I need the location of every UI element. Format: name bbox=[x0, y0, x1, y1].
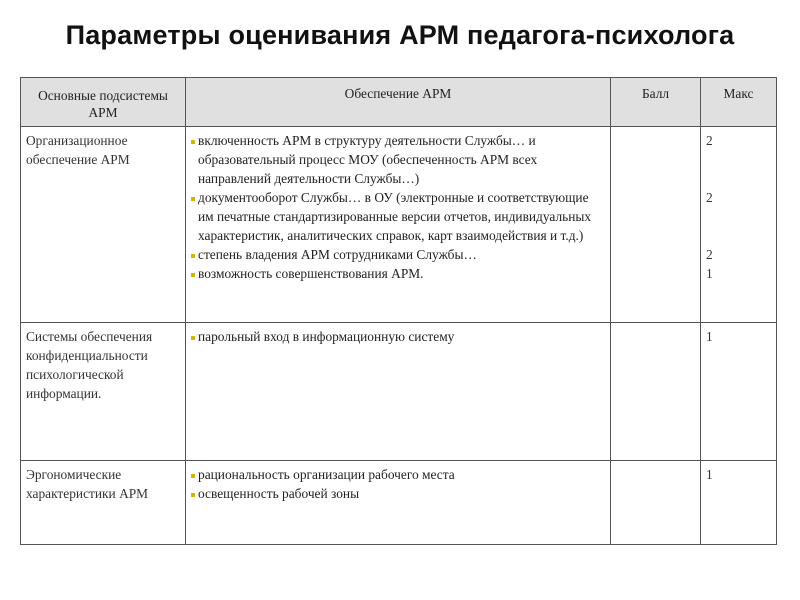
subsystem-cell: Системы обеспечения конфиденциальности психологической информации. bbox=[21, 323, 186, 461]
header-provision: Обеспечение АРМ bbox=[186, 78, 611, 127]
score-cell bbox=[611, 323, 701, 461]
bullet-icon bbox=[191, 273, 195, 277]
list-item bbox=[191, 264, 605, 283]
table-row bbox=[21, 127, 777, 323]
list-item bbox=[191, 484, 605, 503]
max-value: 1 bbox=[706, 266, 713, 281]
list-item bbox=[191, 245, 605, 264]
table-row bbox=[21, 323, 777, 461]
max-value: 2 bbox=[706, 247, 713, 262]
header-subsystems: Основные подсистемы АРМ bbox=[21, 78, 186, 127]
score-cell bbox=[611, 461, 701, 545]
list-item-text: включенность АРМ в структуру деятельности Службы… и образовательный процесс МОУ (обеспеченность АРМ всех направлений деятельности Службы…) bbox=[198, 133, 538, 186]
provision-cell bbox=[186, 461, 611, 545]
max-cell bbox=[701, 461, 777, 545]
max-value: 2 bbox=[706, 190, 713, 205]
subsystem-cell: Организационное обеспечение АРМ bbox=[21, 127, 186, 323]
list-item-text: освещенность рабочей зоны bbox=[198, 486, 360, 501]
bullet-icon bbox=[191, 254, 195, 258]
list-item-text: степень владения АРМ сотрудниками Службы… bbox=[198, 247, 477, 262]
provision-cell bbox=[186, 127, 611, 323]
list-item-text: рациональность организации рабочего места bbox=[198, 467, 455, 482]
list-item bbox=[191, 327, 605, 346]
bullet-icon bbox=[191, 140, 195, 144]
list-item-text: документооборот Службы… в ОУ (электронные и соответствующие им печатные стандартизированные версии отчетов, индивидуальных характеристик, аналитических справок, карт взаимодействия и т.д.) bbox=[198, 190, 592, 243]
bullet-icon bbox=[191, 197, 195, 201]
table-row bbox=[21, 461, 777, 545]
header-row bbox=[21, 78, 777, 127]
list-item bbox=[191, 188, 605, 245]
bullet-icon bbox=[191, 493, 195, 497]
header-max: Макс bbox=[701, 78, 777, 127]
header-score: Балл bbox=[611, 78, 701, 127]
bullet-icon bbox=[191, 336, 195, 340]
evaluation-table bbox=[20, 77, 777, 545]
max-value: 1 bbox=[706, 467, 713, 482]
subsystem-cell: Эргономические характеристики АРМ bbox=[21, 461, 186, 545]
max-value: 1 bbox=[706, 329, 713, 344]
list-item-text: парольный вход в информационную систему bbox=[198, 329, 455, 344]
provision-cell bbox=[186, 323, 611, 461]
list-item bbox=[191, 131, 605, 188]
max-cell bbox=[701, 323, 777, 461]
score-cell bbox=[611, 127, 701, 323]
list-item bbox=[191, 465, 605, 484]
page-title: Параметры оценивания АРМ педагога-психолога bbox=[65, 20, 735, 50]
max-value: 2 bbox=[706, 133, 713, 148]
max-cell bbox=[701, 127, 777, 323]
bullet-icon bbox=[191, 474, 195, 478]
list-item-text: возможность совершенствования АРМ. bbox=[198, 266, 424, 281]
